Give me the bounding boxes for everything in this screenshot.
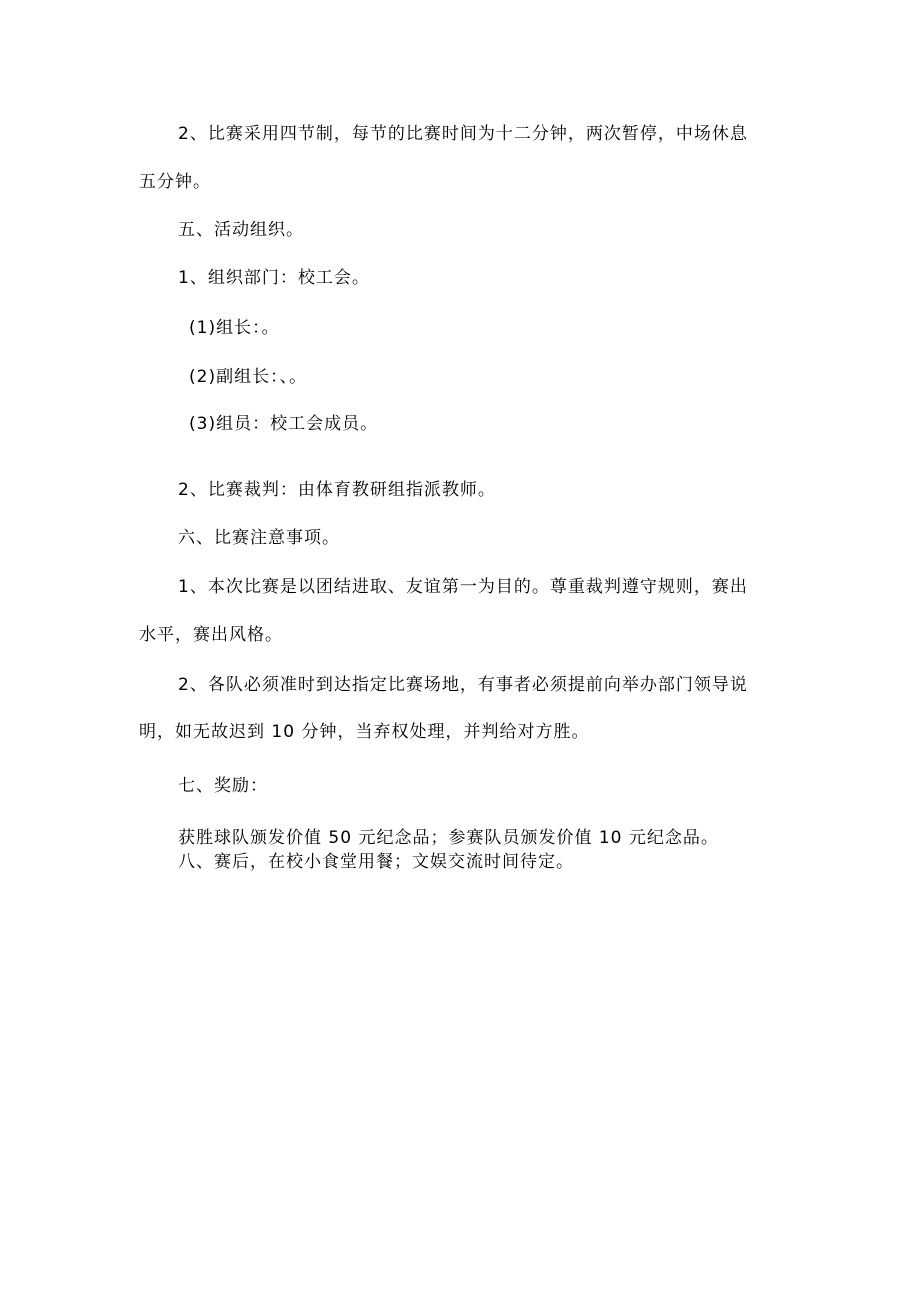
section-6-heading: 六、比赛注意事项。 [178, 528, 340, 548]
members-line: (3)组员：校工会成员。 [189, 414, 379, 434]
deputy-leader-line: (2)副组长：、。 [189, 367, 308, 387]
note-2-line-1: 2、各队必须准时到达指定比赛场地，有事者必须提前向举办部门领导说 [178, 675, 748, 695]
note-1-line-1: 1、本次比赛是以团结进取、友谊第一为目的。尊重裁判遵守规则，赛出 [178, 577, 748, 597]
awards-line: 获胜球队颁发价值 50 元纪念品；参赛队员颁发价值 10 元纪念品。 [178, 828, 719, 848]
rule-2-line-2: 五分钟。 [139, 172, 211, 192]
note-1-line-2: 水平，赛出风格。 [139, 625, 283, 645]
leader-line: (1)组长：。 [189, 318, 280, 338]
section-7-heading: 七、奖励： [178, 776, 268, 796]
rule-2-line-1: 2、比赛采用四节制，每节的比赛时间为十二分钟，两次暂停，中场休息 [178, 124, 748, 144]
organizer-line: 1、组织部门：校工会。 [178, 268, 370, 288]
note-2-line-2: 明，如无故迟到 10 分钟，当弃权处理，并判给对方胜。 [139, 722, 590, 742]
referee-line: 2、比赛裁判：由体育教研组指派教师。 [178, 480, 496, 500]
section-8-line: 八、赛后，在校小食堂用餐；文娱交流时间待定。 [178, 852, 574, 872]
section-5-heading: 五、活动组织。 [178, 220, 304, 240]
